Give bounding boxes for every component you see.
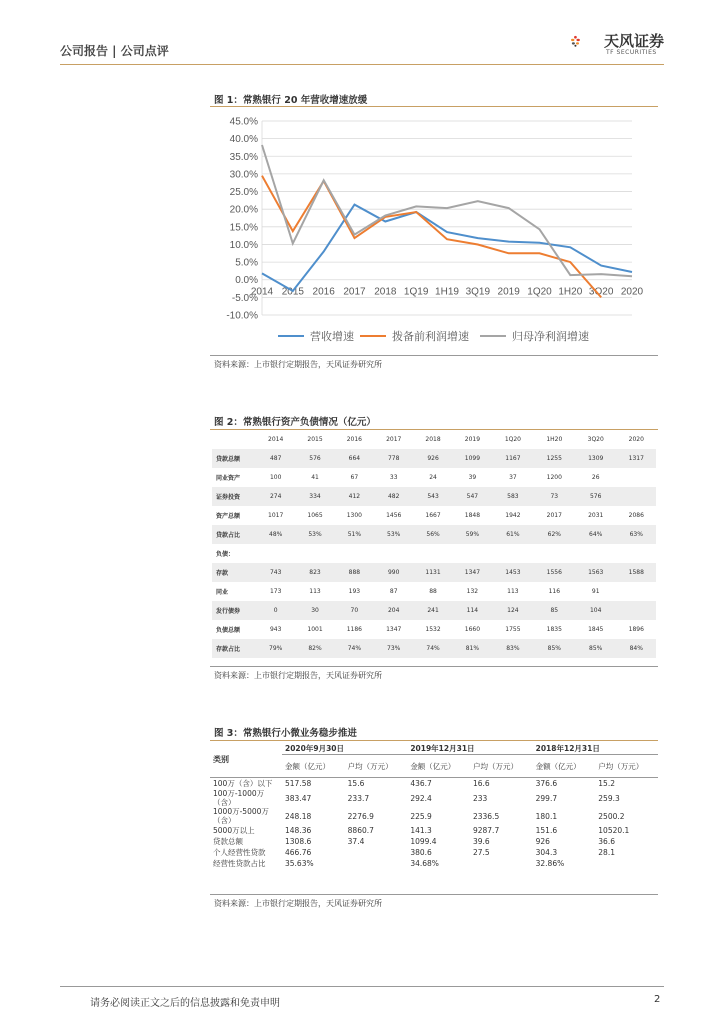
table-cell: 1167: [492, 449, 534, 468]
balance-sheet-table: [212, 430, 656, 658]
series-line: [262, 145, 632, 276]
footer-rule: [60, 986, 664, 987]
fig3-bottom-rule: [210, 894, 658, 895]
table-cell: [617, 487, 656, 506]
table-cell: 1896: [628, 626, 644, 633]
table-cell: 85%: [534, 639, 575, 658]
sub-header: 户均（万元）: [595, 755, 658, 778]
table-row: [212, 639, 656, 658]
table-cell: [374, 544, 413, 563]
x-tick-label: 2017: [343, 286, 366, 298]
table-cell: 1563: [575, 563, 617, 582]
table-row: [212, 506, 656, 525]
category-header: 类别: [210, 742, 282, 778]
table-cell: 24: [429, 474, 437, 481]
table-cell: 304.3: [535, 848, 558, 857]
y-tick-label: 40.0%: [229, 134, 258, 146]
row-label: 个人经营性贷款: [213, 848, 266, 857]
x-tick-label: 3Q20: [588, 286, 614, 298]
sub-header: 金额（亿元）: [282, 755, 345, 778]
table-row: [210, 825, 658, 836]
table-cell: 517.58: [285, 779, 312, 788]
footer-disclaimer: 请务必阅读正文之后的信息披露和免责申明: [90, 998, 280, 1009]
table-cell: 85: [534, 601, 575, 620]
table-cell: 412: [335, 487, 374, 506]
table-cell: [617, 601, 656, 620]
table-cell: 1099: [453, 449, 492, 468]
table-row: [212, 582, 656, 601]
table-cell: 1667: [425, 512, 441, 519]
table-cell: 1556: [534, 563, 575, 582]
table-cell: 576: [295, 449, 334, 468]
row-label: 负债总额: [216, 627, 241, 634]
table-cell: 1532: [425, 626, 441, 633]
table-cell: 34.68%: [410, 859, 439, 868]
row-label: 5000万以上: [213, 826, 255, 835]
row-label: 负债：: [216, 551, 235, 558]
table-cell: 259.3: [598, 793, 620, 803]
table-cell: 39: [468, 474, 477, 481]
sub-header: 金额（亿元）: [407, 755, 470, 778]
table-cell: 487: [256, 449, 295, 468]
fig1-source: 资料来源：上市银行定期报告，天风证券研究所: [214, 360, 382, 369]
table-cell: 466.76: [285, 848, 312, 857]
column-header: 2016: [346, 436, 362, 443]
page-number: 2: [654, 994, 661, 1005]
x-tick-label: 1Q19: [403, 286, 429, 298]
table-cell: [335, 544, 374, 563]
table-cell: 81%: [453, 639, 492, 658]
row-label: 贷款占比: [212, 525, 256, 544]
table-period-row: [210, 742, 658, 755]
y-tick-label: 30.0%: [229, 169, 258, 181]
table-cell: 113: [507, 588, 519, 595]
table-cell: 1456: [386, 512, 402, 519]
table-cell: 74%: [413, 639, 452, 658]
table-cell: 543: [413, 487, 452, 506]
growth-line-chart: [210, 108, 658, 352]
table-cell: 27.5: [472, 848, 490, 857]
table-cell: 9287.7: [472, 826, 500, 835]
table-cell: 664: [335, 449, 374, 468]
table-cell: 33: [389, 474, 398, 481]
table-cell: 53%: [295, 525, 334, 544]
row-label: 贷款总额: [212, 449, 256, 468]
x-tick-label: 3Q19: [465, 286, 491, 298]
y-tick-label: -10.0%: [226, 310, 258, 322]
column-header: 1H20: [546, 436, 563, 443]
table-cell: 116: [548, 588, 561, 595]
column-header: 2017: [386, 436, 402, 443]
column-header: 2019: [464, 436, 481, 443]
row-label: 100万-1000万（含）: [213, 789, 265, 807]
table-cell: 173: [269, 588, 282, 595]
sub-header: 金额（亿元）: [533, 755, 596, 778]
row-label: 证券投资: [212, 487, 256, 506]
table-row: [212, 525, 656, 544]
fig3-title: 图 3：常熟银行小微业务稳步推进: [214, 728, 357, 739]
x-tick-label: 1H19: [435, 286, 459, 298]
table-header-row: [212, 430, 656, 449]
table-cell: 204: [374, 601, 413, 620]
table-row: [212, 620, 656, 639]
y-tick-label: 35.0%: [229, 151, 258, 163]
row-label: 发行债券: [212, 601, 256, 620]
table-cell: 10520.1: [598, 826, 630, 835]
period-header: 2018年12月31日: [533, 742, 658, 755]
table-cell: 39.6: [472, 837, 490, 846]
table-cell: 1131: [413, 563, 452, 582]
table-row: [210, 789, 658, 807]
table-cell: 113: [309, 588, 321, 595]
row-label: 同业: [216, 589, 229, 596]
y-tick-label: 5.0%: [235, 257, 258, 269]
table-cell: [595, 858, 658, 869]
table-cell: 1317: [617, 449, 656, 468]
column-header: 1Q20: [504, 436, 521, 443]
series-line: [262, 205, 632, 291]
y-tick-label: 15.0%: [229, 222, 258, 234]
table-cell: 83%: [492, 639, 534, 658]
table-cell: 248.18: [285, 811, 312, 821]
x-tick-label: 2018: [374, 286, 397, 298]
table-cell: 2086: [628, 512, 644, 519]
table-cell: 16.6: [472, 779, 490, 788]
table-cell: 35.63%: [285, 859, 314, 868]
table-cell: 376.6: [535, 779, 558, 788]
legend-label: 拨备前利润增速: [392, 331, 469, 343]
table-cell: 67: [350, 474, 359, 481]
table-cell: 63%: [617, 525, 656, 544]
table-cell: 299.7: [535, 793, 558, 803]
table-cell: 36.6: [598, 837, 615, 846]
table-cell: 30: [295, 601, 334, 620]
table-cell: 926: [413, 449, 452, 468]
table-cell: 1588: [617, 563, 656, 582]
table-row: [212, 563, 656, 582]
table-cell: [345, 858, 408, 869]
x-tick-label: 2019: [497, 286, 520, 298]
table-cell: 943: [269, 626, 282, 633]
table-row: [212, 544, 656, 563]
table-cell: 64%: [575, 525, 617, 544]
fig1-bottom-rule: [210, 355, 658, 356]
table-cell: 482: [374, 487, 413, 506]
table-cell: 87: [389, 588, 398, 595]
table-cell: 383.47: [285, 793, 312, 803]
table-cell: 48%: [256, 525, 295, 544]
fig3-source: 资料来源：上市银行定期报告，天风证券研究所: [214, 899, 382, 908]
table-cell: 1453: [492, 563, 534, 582]
table-cell: 1848: [464, 512, 481, 519]
table-cell: [534, 544, 575, 563]
row-label: 存款占比: [212, 639, 256, 658]
table-cell: 88: [429, 588, 437, 595]
series-line: [262, 176, 601, 298]
table-cell: 233: [472, 793, 488, 803]
table-cell: 132: [466, 588, 479, 595]
fig2-title: 图 2：常熟银行资产负债情况（亿元）: [214, 417, 376, 428]
table-cell: 2276.9: [347, 811, 374, 821]
table-cell: 59%: [453, 525, 492, 544]
table-cell: 8860.7: [347, 826, 374, 835]
fig2-source: 资料来源：上市银行定期报告，天风证券研究所: [214, 671, 382, 680]
y-tick-label: 20.0%: [229, 204, 258, 216]
row-label: 100万（含）以下: [213, 779, 273, 788]
table-cell: 53%: [374, 525, 413, 544]
table-cell: 292.4: [410, 793, 432, 803]
table-row: [212, 468, 656, 487]
fig1-title: 图 1：常熟银行 20 年营收增速放缓: [214, 95, 368, 106]
row-label: 贷款总额: [213, 837, 243, 846]
x-tick-label: 1Q20: [527, 286, 552, 298]
table-cell: 74%: [335, 639, 374, 658]
table-cell: [345, 847, 408, 858]
column-header: 2015: [307, 436, 323, 443]
table-cell: 1065: [307, 512, 323, 519]
table-cell: [256, 544, 295, 563]
table-cell: 1347: [386, 626, 402, 633]
table-row: [212, 601, 656, 620]
tf-logo-icon: [570, 22, 604, 60]
table-row: [210, 807, 658, 825]
table-cell: 32.86%: [535, 859, 565, 868]
logo-name: 天风证券: [604, 32, 665, 50]
table-cell: 100: [269, 474, 282, 481]
legend-label: 营收增速: [310, 331, 354, 343]
table-cell: [492, 544, 534, 563]
period-header: 2020年9月30日: [282, 742, 407, 755]
legend-label: 归母净利润增速: [512, 331, 589, 343]
table-cell: 41: [311, 474, 319, 481]
table-cell: 79%: [256, 639, 295, 658]
table-row: [210, 858, 658, 869]
table-cell: [617, 468, 656, 487]
table-cell: 28.1: [598, 848, 615, 857]
table-cell: 823: [295, 563, 334, 582]
table-cell: 82%: [295, 639, 334, 658]
column-header: 3Q20: [587, 436, 604, 443]
table-cell: 0: [256, 601, 295, 620]
sub-header: 户均（万元）: [345, 755, 408, 778]
table-row: [210, 836, 658, 847]
fig1-title-rule: [210, 106, 658, 107]
table-cell: 990: [374, 563, 413, 582]
row-label: 1000万-5000万（含）: [213, 807, 269, 825]
table-cell: 380.6: [410, 848, 432, 857]
table-cell: 84%: [617, 639, 656, 658]
column-header: 2020: [628, 436, 644, 443]
table-cell: 73%: [374, 639, 413, 658]
header-rule: [60, 64, 664, 65]
table-cell: 62%: [534, 525, 575, 544]
table-cell: 1017: [268, 512, 284, 519]
y-tick-label: 25.0%: [229, 187, 258, 199]
table-cell: 70: [335, 601, 374, 620]
table-cell: 2031: [588, 512, 604, 519]
table-cell: 334: [295, 487, 334, 506]
table-cell: 85%: [575, 639, 617, 658]
table-cell: 73: [534, 487, 575, 506]
table-cell: 56%: [413, 525, 452, 544]
table-cell: 193: [348, 588, 361, 595]
column-header: 2014: [268, 436, 284, 443]
table-cell: 1309: [575, 449, 617, 468]
table-cell: [617, 544, 656, 563]
table-row: [210, 778, 658, 790]
small-business-table: [210, 742, 658, 869]
table-cell: 51%: [335, 525, 374, 544]
table-cell: 1099.4: [410, 837, 437, 846]
table-cell: 104: [575, 601, 617, 620]
table-cell: 1308.6: [285, 837, 312, 846]
table-cell: 151.6: [535, 826, 558, 835]
x-tick-label: 2020: [620, 286, 644, 298]
y-tick-label: 45.0%: [229, 116, 258, 128]
table-cell: 1835: [546, 626, 562, 633]
table-row: [212, 487, 656, 506]
table-cell: 778: [374, 449, 413, 468]
header-blank-cell: [212, 430, 256, 449]
row-label: 资产总额: [216, 513, 241, 520]
x-tick-label: 2015: [281, 286, 304, 298]
table-cell: [453, 544, 492, 563]
table-cell: 547: [453, 487, 492, 506]
table-row: [210, 847, 658, 858]
x-tick-label: 1H20: [558, 286, 583, 298]
table-cell: 1001: [307, 626, 323, 633]
table-cell: 583: [492, 487, 534, 506]
table-cell: 1755: [505, 626, 521, 633]
period-header: 2019年12月31日: [407, 742, 532, 755]
table-cell: 1186: [346, 626, 362, 633]
table-cell: 1347: [453, 563, 492, 582]
table-cell: 2500.2: [598, 811, 625, 821]
x-tick-label: 2014: [250, 286, 274, 298]
table-cell: 114: [453, 601, 492, 620]
fig2-bottom-rule: [210, 666, 658, 667]
table-cell: 274: [256, 487, 295, 506]
table-cell: 888: [335, 563, 374, 582]
table-cell: [470, 858, 533, 869]
row-label: 经营性贷款占比: [213, 859, 266, 868]
row-label: 同业资产: [216, 475, 241, 482]
table-cell: 141.3: [410, 826, 432, 835]
table-cell: 15.2: [598, 779, 615, 788]
table-cell: 1300: [346, 512, 362, 519]
table-cell: 1255: [534, 449, 575, 468]
table-cell: 148.36: [285, 826, 312, 835]
row-label: 存款: [212, 563, 256, 582]
y-tick-label: -5.0%: [231, 292, 258, 304]
table-cell: 436.7: [410, 779, 432, 788]
sub-header: 户均（万元）: [470, 755, 533, 778]
table-cell: 37: [509, 474, 517, 481]
table-cell: 1942: [505, 512, 521, 519]
table-cell: 15.6: [347, 779, 365, 788]
table-cell: 926: [535, 837, 550, 846]
table-cell: 1660: [464, 626, 481, 633]
table-cell: 233.7: [347, 793, 370, 803]
table-cell: [413, 544, 452, 563]
table-cell: 61%: [492, 525, 534, 544]
table-cell: 225.9: [410, 811, 432, 821]
table-cell: [617, 582, 656, 601]
table-cell: 1845: [588, 626, 604, 633]
table-cell: 124: [492, 601, 534, 620]
table-cell: 743: [256, 563, 295, 582]
table-cell: 2017: [546, 512, 562, 519]
table-cell: [295, 544, 334, 563]
table-cell: 576: [575, 487, 617, 506]
y-tick-label: 10.0%: [229, 239, 258, 251]
fig3-title-rule: [210, 740, 658, 741]
logo-english: TF SECURITIES: [606, 49, 657, 56]
column-header: 2018: [425, 436, 441, 443]
table-cell: 241: [413, 601, 452, 620]
y-tick-label: 0.0%: [235, 275, 258, 287]
table-cell: 2336.5: [472, 811, 500, 821]
table-cell: 37.4: [347, 837, 365, 846]
table-cell: 26: [591, 474, 600, 481]
x-tick-label: 2016: [312, 286, 335, 298]
table-cell: 1200: [546, 474, 562, 481]
table-cell: [575, 544, 617, 563]
table-cell: 180.1: [535, 811, 558, 821]
table-cell: 91: [591, 588, 600, 595]
report-type: 公司报告 | 公司点评: [60, 44, 169, 58]
table-row: [212, 449, 656, 468]
